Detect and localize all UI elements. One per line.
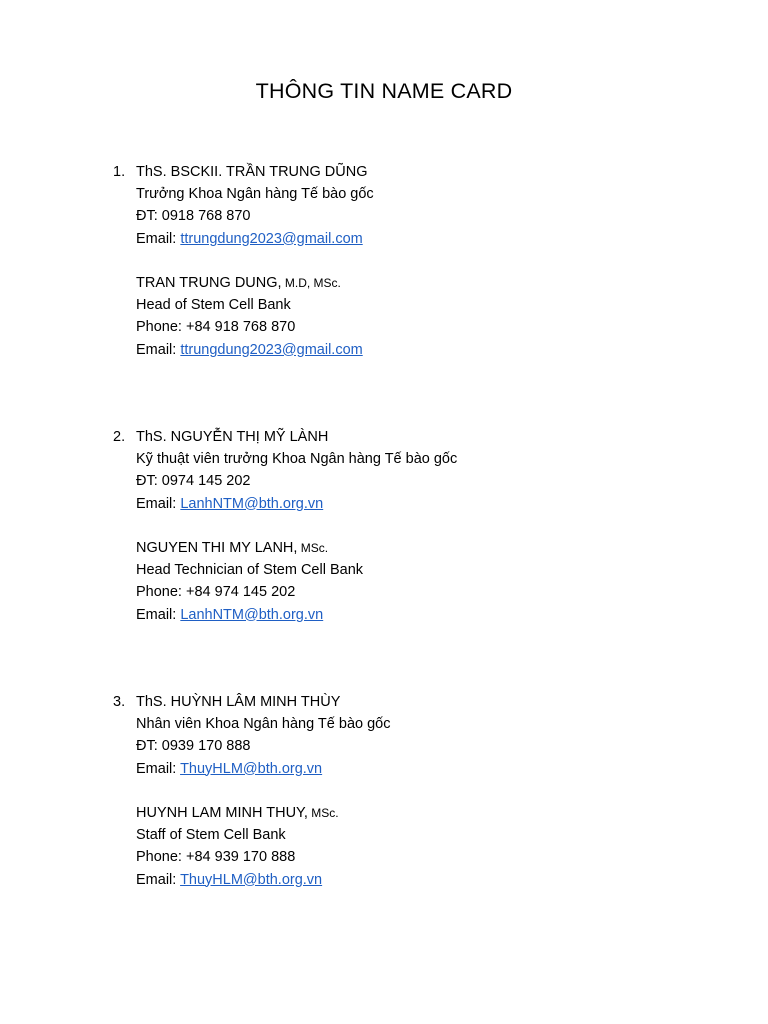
contact-phone-en	[136, 581, 736, 603]
contact-email-vn	[136, 493, 736, 515]
contact-email-vn	[136, 758, 736, 780]
phone-label: ĐT:	[136, 473, 162, 490]
list-number: 3.	[113, 694, 126, 710]
email-label: Email:	[136, 341, 181, 358]
contact-phone-vn	[136, 470, 736, 492]
list-number: 2.	[113, 429, 126, 445]
english-card-info	[136, 802, 736, 891]
degree-text: MSc.	[307, 806, 339, 820]
phone-number: +84 918 768 870	[186, 319, 296, 336]
phone-number: +84 939 170 888	[186, 849, 296, 866]
email-link[interactable]: ttrungdung2023@gmail.com	[180, 341, 363, 358]
phone-label: ĐT:	[136, 738, 162, 755]
degree-text: MSc.	[297, 541, 329, 555]
contact-position-en: Head of Stem Cell Bank	[136, 297, 291, 314]
contact-name-vn: ThS. BSCKII. TRẦN TRUNG DŨNG	[136, 164, 368, 180]
email-link[interactable]: ThuyHLM@bth.org.vn	[180, 871, 323, 888]
email-label: Email:	[136, 495, 181, 512]
contact-position-en: Head Technician of Stem Cell Bank	[136, 562, 364, 579]
contact-position-vn: Kỹ thuật viên trưởng Khoa Ngân hàng Tế bào gốc	[136, 451, 458, 468]
phone-number: 0918 768 870	[161, 208, 251, 225]
contact-email-en	[136, 339, 736, 361]
name-text: NGUYEN THI MY LANH,	[136, 540, 298, 556]
contact-phone-vn	[136, 735, 736, 757]
email-label: Email:	[136, 871, 181, 888]
phone-number: +84 974 145 202	[186, 584, 296, 601]
email-link[interactable]: ttrungdung2023@gmail.com	[180, 230, 363, 247]
contact-position-vn: Nhân viên Khoa Ngân hàng Tế bào gốc	[136, 716, 391, 733]
contact-position-en: Staff of Stem Cell Bank	[136, 827, 286, 844]
vietnamese-card-info	[136, 691, 736, 780]
name-text: TRAN TRUNG DUNG,	[136, 275, 282, 291]
phone-number: 0939 170 888	[161, 738, 251, 755]
degree-text: M.D, MSc.	[281, 276, 341, 290]
phone-label: ĐT:	[136, 208, 162, 225]
email-label: Email:	[136, 606, 181, 623]
phone-label: Phone:	[136, 849, 186, 866]
phone-label: Phone:	[136, 319, 186, 336]
list-number: 1.	[113, 164, 126, 180]
contact-name-en	[136, 272, 736, 294]
email-link[interactable]: LanhNTM@bth.org.vn	[180, 495, 324, 512]
contact-phone-en	[136, 846, 736, 868]
contact-name-vn: ThS. HUỲNH LÂM MINH THÙY	[136, 694, 341, 710]
contact-phone-vn	[136, 205, 736, 227]
email-link[interactable]: ThuyHLM@bth.org.vn	[180, 760, 323, 777]
contact-position-vn: Trưởng Khoa Ngân hàng Tế bào gốc	[136, 186, 374, 203]
document-title: THÔNG TIN NAME CARD	[255, 79, 513, 103]
phone-label: Phone:	[136, 584, 186, 601]
contact-name-vn: ThS. NGUYỄN THỊ MỸ LÀNH	[136, 429, 329, 445]
email-label: Email:	[136, 760, 181, 777]
email-label: Email:	[136, 230, 181, 247]
vietnamese-card-info	[136, 161, 736, 250]
phone-number: 0974 145 202	[161, 473, 251, 490]
contact-phone-en	[136, 316, 736, 338]
contact-email-en	[136, 869, 736, 891]
contact-email-en	[136, 604, 736, 626]
name-text: HUYNH LAM MINH THUY,	[136, 805, 308, 821]
english-card-info	[136, 537, 736, 626]
contact-email-vn	[136, 228, 736, 250]
contact-name-en	[136, 537, 736, 559]
email-link[interactable]: LanhNTM@bth.org.vn	[180, 606, 324, 623]
english-card-info	[136, 272, 736, 361]
contact-name-en	[136, 802, 736, 824]
vietnamese-card-info	[136, 426, 736, 515]
